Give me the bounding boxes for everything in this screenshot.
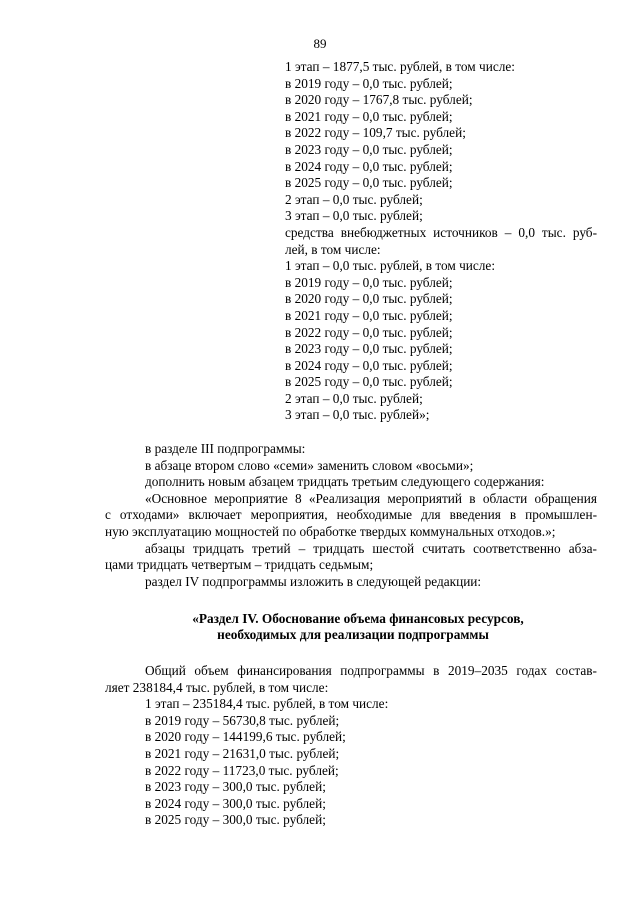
text-line: в 2021 году – 21631,0 тыс. рублей;: [145, 745, 340, 761]
text-line: 1 этап – 0,0 тыс. рублей, в том числе:: [285, 258, 496, 274]
section-heading: [105, 611, 597, 643]
text-line: с отходами» включает мероприятия, необходимые для введения в промышлен-: [105, 507, 597, 523]
text-line: в 2022 году – 0,0 тыс. рублей;: [285, 324, 453, 340]
text-line: в 2022 году – 109,7 тыс. рублей;: [285, 125, 466, 141]
text-line: в 2025 году – 0,0 тыс. рублей;: [285, 175, 453, 191]
funding-block: [105, 663, 597, 829]
text-line: в 2022 году – 11723,0 тыс. рублей;: [145, 762, 339, 778]
text-line: в 2020 году – 1767,8 тыс. рублей;: [285, 92, 473, 108]
text-line: в 2023 году – 0,0 тыс. рублей;: [285, 341, 453, 357]
text-line: 3 этап – 0,0 тыс. рублей;: [285, 208, 423, 224]
text-line: 1 этап – 235184,4 тыс. рублей, в том числе:: [145, 696, 389, 712]
text-line: средства внебюджетных источников – 0,0 тыс. руб-: [285, 224, 597, 240]
text-line: в 2019 году – 0,0 тыс. рублей;: [285, 75, 453, 91]
text-line: в 2019 году – 0,0 тыс. рублей;: [285, 274, 453, 290]
text-line: «Основное мероприятие 8 «Реализация мероприятий в области обращения: [145, 490, 597, 506]
text-line: 2 этап – 0,0 тыс. рублей;: [285, 191, 423, 207]
text-line: 2 этап – 0,0 тыс. рублей;: [285, 390, 423, 406]
text-line: в 2024 году – 0,0 тыс. рублей;: [285, 357, 453, 373]
text-line: в 2023 году – 0,0 тыс. рублей;: [285, 141, 453, 157]
amendments-block: [105, 441, 597, 590]
text-line: 3 этап – 0,0 тыс. рублей»;: [285, 407, 430, 423]
text-line: абзацы тридцать третий – тридцать шестой считать соответственно абза-: [145, 540, 597, 556]
text-line: раздел IV подпрограммы изложить в следующей редакции:: [145, 573, 482, 589]
heading-line: «Раздел IV. Обоснование объема финансовых ресурсов,: [192, 611, 524, 626]
text-line: в 2021 году – 0,0 тыс. рублей;: [285, 307, 453, 323]
text-line: в 2020 году – 144199,6 тыс. рублей;: [145, 729, 346, 745]
text-line: в 2025 году – 0,0 тыс. рублей;: [285, 374, 453, 390]
funding-sources-column: [285, 59, 597, 424]
page-number: 89: [313, 36, 327, 51]
text-line: в разделе III подпрограммы:: [145, 441, 306, 456]
text-line: в абзаце втором слово «семи» заменить словом «восьми»;: [145, 457, 474, 473]
text-line: в 2024 году – 0,0 тыс. рублей;: [285, 158, 453, 174]
text-line: в 2019 году – 56730,8 тыс. рублей;: [145, 712, 340, 728]
heading-line: необходимых для реализации подпрограммы: [217, 627, 489, 642]
text-line: Общий объем финансирования подпрограммы в 2019–2035 годах состав-: [145, 663, 597, 678]
text-line: ляет 238184,4 тыс. рублей, в том числе:: [105, 679, 329, 695]
text-line: в 2024 году – 300,0 тыс. рублей;: [145, 795, 326, 811]
text-line: цами тридцать четвертым – тридцать седьмым;: [105, 557, 374, 573]
text-line: 1 этап – 1877,5 тыс. рублей, в том числе:: [285, 59, 515, 74]
text-line: ную эксплуатацию мощностей по обработке твердых коммунальных отходов.»;: [105, 523, 556, 539]
text-line: в 2020 году – 0,0 тыс. рублей;: [285, 291, 453, 307]
text-line: дополнить новым абзацем тридцать третьим следующего содержания:: [145, 474, 545, 490]
text-line: в 2021 году – 0,0 тыс. рублей;: [285, 108, 453, 124]
text-line: в 2023 году – 300,0 тыс. рублей;: [145, 779, 326, 795]
text-line: в 2025 году – 300,0 тыс. рублей;: [145, 812, 326, 828]
text-line: лей, в том числе:: [285, 241, 381, 257]
